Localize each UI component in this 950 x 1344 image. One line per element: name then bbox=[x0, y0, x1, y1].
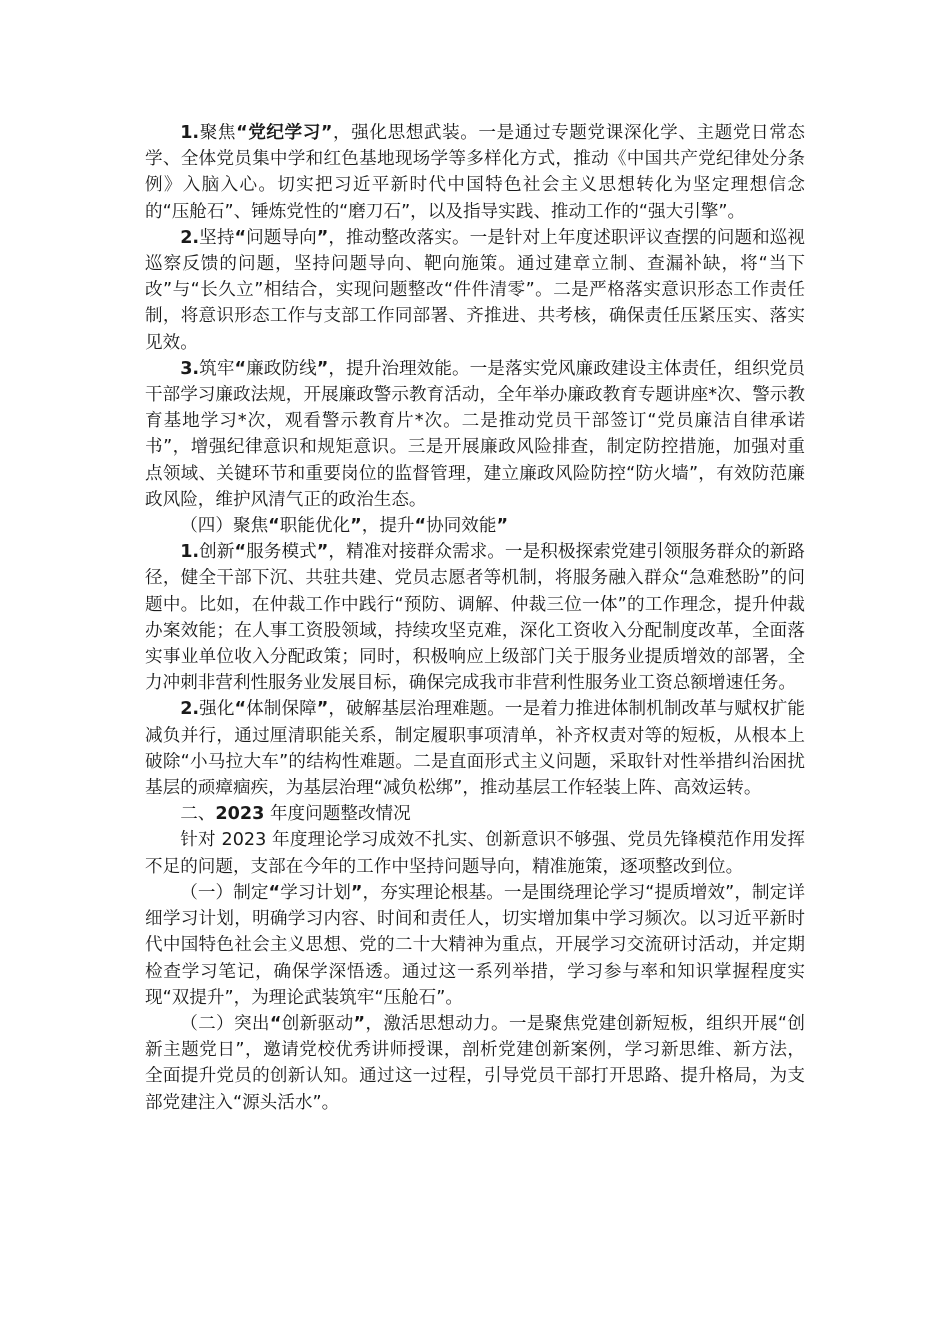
paragraph-integrity-defense bbox=[145, 356, 805, 513]
text-run: ，提升 bbox=[361, 516, 415, 537]
paragraph-system-guarantee bbox=[145, 696, 805, 801]
text-run: 强化 bbox=[199, 699, 235, 720]
bold-text-run: “ bbox=[234, 542, 247, 563]
bold-text-run: 1. bbox=[180, 123, 200, 143]
text-run: （一）制定 bbox=[180, 882, 269, 903]
bold-text-run: 2. bbox=[180, 699, 200, 720]
bold-text-run: ” bbox=[350, 882, 363, 903]
section-heading-function-optimization bbox=[145, 513, 805, 539]
text-run: （四）聚焦 bbox=[180, 516, 269, 537]
bold-text-run: “ bbox=[268, 516, 280, 537]
paragraph-party-discipline-study bbox=[145, 120, 805, 225]
text-run: 问题导向 bbox=[246, 227, 317, 248]
bold-text-run: “党纪学习” bbox=[236, 123, 333, 143]
bold-text-run: 2023 bbox=[215, 804, 265, 825]
bold-text-run: “ bbox=[414, 516, 427, 537]
bold-text-run: ” bbox=[496, 516, 509, 537]
text-run: ，推动整改落实。一是针对上年度述职评议查摆的问题和巡视巡察反馈的问题，坚持问题导向、靶向施策。通过建章立制、查漏补缺，将“当下改”与“长久立”相结合，实现问题整改“件件清零”。二是严格落实意识形态工作责任制，将意识形态工作与支部工作同部署、齐推进、共考核，确保责任压紧压实、落实见效。 bbox=[145, 227, 805, 353]
paragraph-service-model bbox=[145, 539, 805, 696]
paragraph-study-plan bbox=[145, 880, 805, 1011]
text-run: ，激活思想动力。一是聚焦党建创新短板，组织开展“创新主题党日”，邀请党校优秀讲师授课，剖析党建创新案例，学习新思维、新方法，全面提升党员的创新认知。通过这一过程，引导党员干部打开思路、提升格局，为支部党建注入“源头活水”。 bbox=[145, 1013, 805, 1113]
text-run: ，破解基层治理难题。一是着力推进体制机制改革与赋权扩能减负并行，通过厘清职能关系，制定履职事项清单，补齐权责对等的短板，从根本上破除“小马拉大车”的结构性难题。二是直面形式主义问题，采取针对性举措纠治困扰基层的顽瘴痼疾，为基层治理“减负松绑”，推动基层工作轻装上阵、高效运转。 bbox=[145, 699, 805, 799]
text-run: 年度问题整改情况 bbox=[264, 804, 411, 825]
text-run: 二、 bbox=[180, 804, 216, 825]
text-run: 针对 2023 年度理论学习成效不扎实、创新意识不够强、党员先锋模范作用发挥不足的问题，支部在今年的工作中坚持问题导向，精准施策，逐项整改到位。 bbox=[145, 830, 805, 877]
text-run: ，强化思想武装。一是通过专题党课深化学、主题党日常态学、全体党员集中学和红色基地现场学等多样化方式，推动《中国共产党纪律处分条例》入脑入心。切实把习近平新时代中国特色社会主义思想转化为坚定理想信念的“压舱石”、锤炼党性的“磨刀石”，以及指导实践、推动工作的“强大引擎”。 bbox=[145, 123, 805, 222]
bold-text-run: ” bbox=[316, 227, 329, 248]
text-run: 协同效能 bbox=[426, 516, 497, 537]
paragraph-rectification-intro bbox=[145, 827, 805, 879]
text-run: ，夯实理论根基。一是围绕理论学习“提质增效”，制定详细学习计划，明确学习内容、时间和责任人，切实增加集中学习频次。以习近平新时代中国特色社会主义思想、党的二十大精神为重点，开展学习交流研讨活动，并定期检查学习笔记，确保学深悟透。通过这一系列举措，学习参与率和知识掌握程度实现“双提升”，为理论武装筑牢“压舱石”。 bbox=[145, 882, 805, 1008]
bold-text-run: ” bbox=[316, 358, 329, 379]
text-run: ，提升治理效能。一是落实党风廉政建设主体责任，组织党员干部学习廉政法规，开展廉政警示教育活动，全年举办廉政教育专题讲座*次、警示教育基地学习*次，观看警示教育片*次。二是推动党员干部签订“党员廉洁自律承诺书”，增强纪律意识和规矩意识。三是开展廉政风险排查，制定防控措施，加强对重点领域、关键环节和重要岗位的监督管理，建立廉政风险防控“防火墙”，有效防范廉政风险，维护风清气正的政治生态。 bbox=[145, 358, 805, 510]
text-run: 创新 bbox=[199, 542, 235, 563]
paragraph-innovation-drive bbox=[145, 1011, 805, 1116]
document-page bbox=[145, 120, 805, 1116]
bold-text-run: ” bbox=[316, 542, 329, 563]
bold-text-run: “ bbox=[234, 358, 247, 379]
paragraph-problem-orientation bbox=[145, 225, 805, 356]
bold-text-run: 2. bbox=[180, 227, 200, 248]
text-run: 坚持 bbox=[199, 227, 235, 248]
text-run: （二）突出 bbox=[180, 1013, 270, 1034]
bold-text-run: “ bbox=[234, 699, 247, 720]
text-run: 廉政防线 bbox=[246, 358, 317, 379]
bold-text-run: ” bbox=[316, 699, 329, 720]
text-run: 职能优化 bbox=[279, 516, 351, 537]
bold-text-run: ” bbox=[353, 1013, 366, 1034]
text-run: 聚焦 bbox=[199, 123, 237, 143]
text-run: 体制保障 bbox=[246, 699, 317, 720]
bold-text-run: “ bbox=[269, 1013, 282, 1034]
bold-text-run: “ bbox=[234, 227, 247, 248]
bold-text-run: “ bbox=[268, 882, 281, 903]
text-run: 筑牢 bbox=[199, 358, 235, 379]
text-run: 服务模式 bbox=[246, 542, 317, 563]
text-run: ，精准对接群众需求。一是积极探索党建引领服务群众的新路径，健全干部下沉、共驻共建、党员志愿者等机制，将服务融入群众“急难愁盼”的问题中。比如，在仲裁工作中践行“预防、调解、仲裁三位一体”的工作理念，提升仲裁办案效能；在人事工资股领域，持续攻坚克难，深化工资收入分配制度改革，全面落实事业单位收入分配政策；同时，积极响应上级部门关于服务业提质增效的部署，全力冲刺非营利性服务业发展目标，确保完成我市非营利性服务业工资总额增速任务。 bbox=[145, 542, 805, 694]
bold-text-run: 3. bbox=[180, 358, 200, 379]
bold-text-run: 1. bbox=[180, 542, 200, 563]
text-run: 学习计划 bbox=[280, 882, 351, 903]
section-heading-2023-rectification bbox=[145, 801, 805, 827]
text-run: 创新驱动 bbox=[281, 1013, 354, 1034]
bold-text-run: ” bbox=[350, 516, 362, 537]
